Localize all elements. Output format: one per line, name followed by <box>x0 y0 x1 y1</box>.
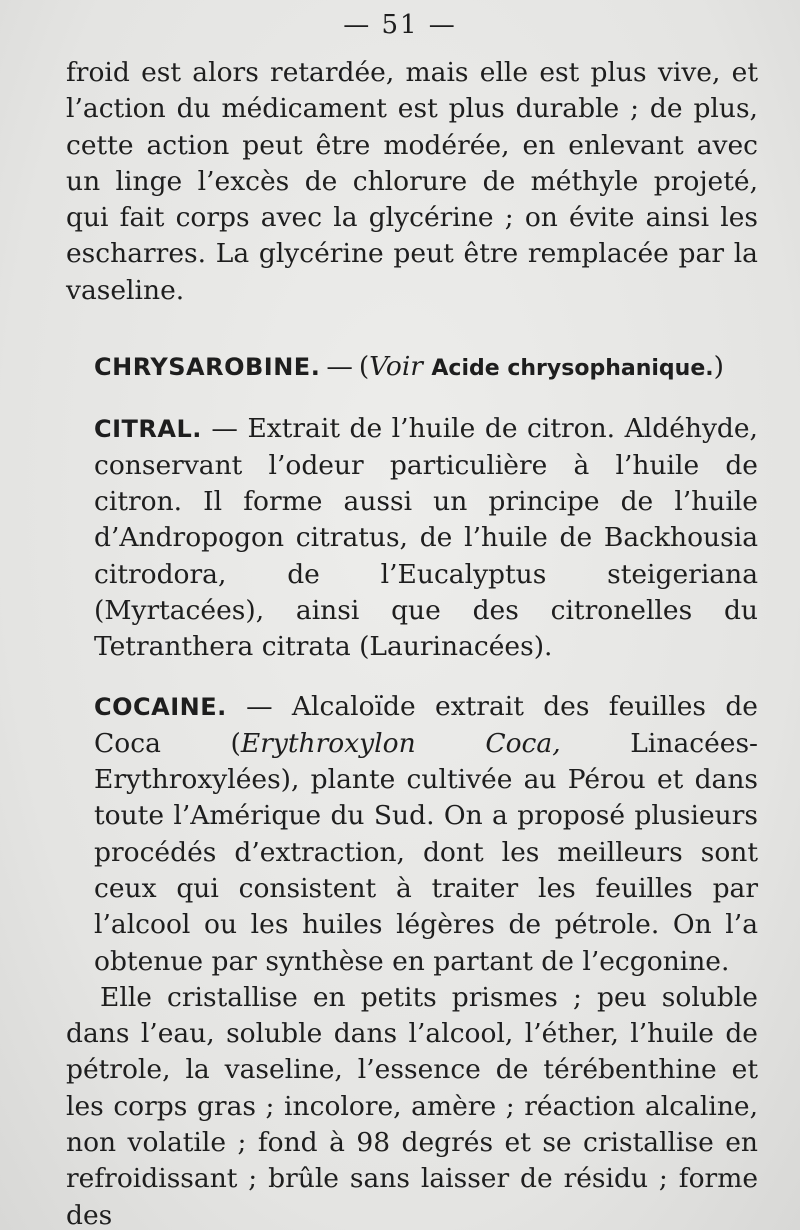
entry-chrysarobine <box>66 349 758 387</box>
entry-title-citral: CITRAL. <box>94 415 202 444</box>
paragraph-continuation: froid est alors retardée, mais elle est plus vive, et l’action du médicament est plus durable ; de plus, cette action peut être modérée, en enlevant avec un linge l’excès de chlorure de méthyle projeté, qui fait corps avec la glycérine ; on évite ainsi les escharres. La glycérine peut être remplacée par la vaseline. <box>66 57 758 306</box>
paragraph-cocaine-properties: Elle cristallise en petits prismes ; peu soluble dans l’eau, soluble dans l’alcool, l’éther, l’huile de pétrole, la vaseline, l’essence de térébenthine et les corps gras ; incolore, amère ; réaction alcaline, non volatile ; fond à 98 degrés et se cristallise en refroidissant ; brûle sans laisser de résidu ; forme des <box>66 981 758 1230</box>
page-body <box>66 55 758 1230</box>
entry-text-cocaine-b: Linacées-Erythroxylées), plante cultivée au Pérou et dans toute l’Amérique du Sud. On a proposé plusieurs procédés d’extraction, dont les meilleurs sont ceux qui consistent à traiter les feuilles par l’alcool ou les huiles légères de pétrole. On l’a obtenue par synthèse en partant de l’ecgonine. <box>94 727 759 977</box>
entry-citral <box>66 411 758 665</box>
entry-cocaine <box>66 689 758 979</box>
close-paren: ) <box>713 351 724 383</box>
entry-dash: — <box>246 691 273 723</box>
open-paren: ( <box>358 351 370 383</box>
cross-reference: Acide chrysophanique. <box>431 356 714 382</box>
entry-text-cocaine-a: Alcaloïde extrait des feuilles de Coca ( <box>94 691 758 759</box>
entry-title-chrysarobine: CHRYSAROBINE. <box>94 353 321 382</box>
entry-italic-species: Erythroxylon Coca, <box>240 727 561 759</box>
entry-text-citral: Extrait de l’huile de citron. Aldéhyde, conservant l’odeur particulière à l’huile de citron. Il forme aussi un principe de l’huile d’Andropogon citratus, de l’huile de Backhousia citrodora, de l’Eucalyptus steigeriana (Myrtacées), ainsi que des citronelles du Tetranthera citrata (Laurinacées). <box>94 413 758 663</box>
entry-dash: — <box>326 351 353 383</box>
entry-title-cocaine: COCAINE. <box>94 693 227 722</box>
entry-dash: — <box>211 413 238 445</box>
page-number: — 51 — <box>343 10 457 40</box>
voir-label: Voir <box>369 351 423 383</box>
